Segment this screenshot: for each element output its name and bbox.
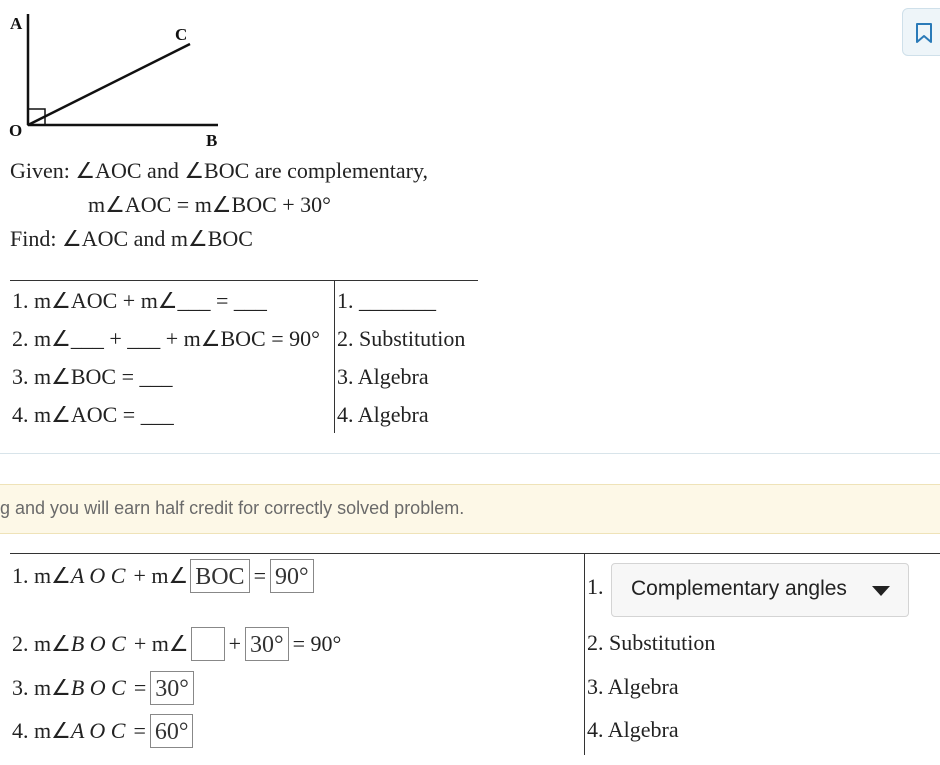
given-line-2: m∠AOC = m∠BOC + 30° — [88, 192, 331, 217]
caret-down-icon — [872, 586, 890, 596]
row3-value-input[interactable]: 30° — [150, 671, 194, 705]
reason-1-dropdown[interactable] — [611, 563, 909, 617]
row2-angle: B O C — [70, 631, 126, 656]
row3-equals: = — [133, 675, 147, 700]
angle-diagram — [0, 0, 240, 155]
prompt-statement-4: 4. m∠AOC = ___ — [12, 402, 174, 427]
answer-statement-2 — [12, 626, 341, 662]
row3-prefix: 3. m∠ — [12, 675, 71, 700]
point-c-label: C — [175, 25, 188, 44]
proof-table-top-rule — [10, 280, 478, 281]
bookmark-button[interactable] — [902, 8, 940, 56]
row2-prefix: 2. m∠ — [12, 631, 71, 656]
row3-angle: B O C — [70, 675, 126, 700]
row1-plus: + m∠ — [133, 563, 189, 588]
row2-equals: = 90° — [292, 631, 342, 656]
prompt-reason-2: 2. Substitution — [337, 326, 466, 351]
proof-table-divider — [334, 281, 335, 433]
point-o-label: O — [9, 121, 23, 140]
row2-plus: + m∠ — [133, 631, 189, 656]
row2-value-input[interactable]: 30° — [245, 627, 289, 661]
given-line-1: Given: ∠AOC and ∠BOC are complementary, — [10, 158, 429, 183]
row1-prefix: 1. m∠ — [12, 563, 71, 588]
row4-equals: = — [133, 718, 146, 743]
row4-value-input[interactable]: 60° — [150, 714, 194, 748]
point-a-label: A — [10, 14, 23, 33]
answer-reason-1-number: 1. — [587, 574, 604, 599]
section-divider — [0, 453, 940, 454]
prompt-statement-3: 3. m∠BOC = ___ — [12, 364, 173, 389]
prompt-reason-4: 4. Algebra — [337, 402, 429, 427]
row1-value-input[interactable]: 90° — [270, 559, 314, 593]
prompt-statement-2: 2. m∠___ + ___ + m∠BOC = 90° — [12, 326, 320, 351]
ray-oc — [28, 44, 190, 125]
row1-equals: = — [253, 563, 266, 588]
row4-angle: A O C — [70, 718, 126, 743]
prompt-statement-1: 1. m∠AOC + m∠___ = ___ — [12, 288, 267, 313]
row4-prefix: 4. m∠ — [12, 718, 71, 743]
row2-plus-2: + — [228, 631, 242, 656]
dropdown-selected-value: Complementary angles — [631, 577, 847, 600]
answer-statement-4 — [12, 713, 197, 749]
answer-statement-3 — [12, 670, 198, 706]
row1-angle-input[interactable]: BOC — [190, 559, 249, 593]
answer-reason-2: 2. Substitution — [587, 630, 716, 655]
answer-table-top-rule — [10, 553, 940, 554]
point-b-label: B — [206, 131, 218, 150]
bookmark-icon — [914, 22, 934, 44]
prompt-reason-1: 1. _______ — [337, 288, 436, 313]
find-line: Find: ∠AOC and m∠BOC — [10, 226, 253, 251]
answer-reason-3: 3. Algebra — [587, 674, 679, 699]
half-credit-banner — [0, 484, 940, 534]
answer-statement-1 — [12, 558, 318, 594]
row1-angle: A O C — [70, 563, 126, 588]
banner-text: g and you will earn half credit for correctly solved problem. — [0, 498, 465, 518]
row2-angle-input[interactable] — [191, 627, 225, 661]
prompt-reason-3: 3. Algebra — [337, 364, 429, 389]
answer-reason-4: 4. Algebra — [587, 717, 679, 742]
answer-table-divider — [584, 554, 585, 755]
